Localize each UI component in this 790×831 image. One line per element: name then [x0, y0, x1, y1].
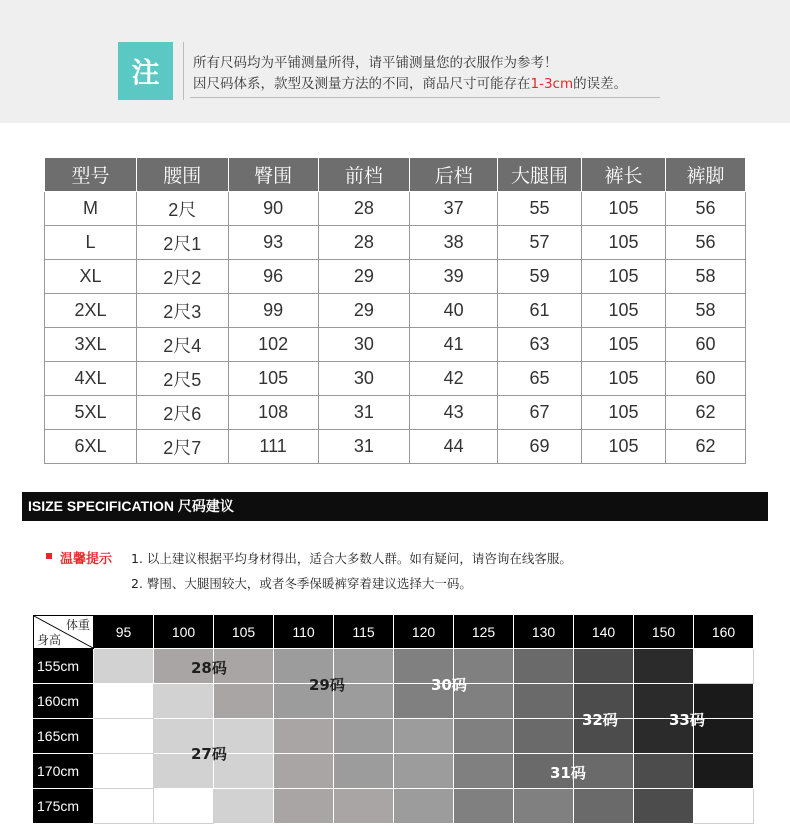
- table-cell: 105: [581, 362, 665, 396]
- grid-cell: [694, 789, 754, 824]
- tip-label: 温馨提示: [60, 552, 113, 567]
- table-cell: 93: [228, 226, 318, 260]
- table-cell: 44: [410, 430, 498, 464]
- grid-cell: [154, 684, 214, 719]
- table-cell: 43: [410, 396, 498, 430]
- grid-cell: [94, 684, 154, 719]
- table-cell: 28: [318, 192, 410, 226]
- grid-corner: [33, 615, 94, 649]
- notice-badge: 注: [118, 42, 173, 100]
- height-row-label: 170cm: [33, 754, 94, 789]
- table-row: [45, 328, 746, 362]
- header-front-rise: 前档: [318, 158, 410, 192]
- table-cell: 105: [581, 192, 665, 226]
- table-cell: 56: [666, 226, 746, 260]
- size-label-33: 33码: [669, 711, 705, 729]
- grid-cell: [454, 789, 514, 824]
- table-cell: 3XL: [45, 328, 137, 362]
- table-row: [45, 226, 746, 260]
- grid-cell: [94, 719, 154, 754]
- table-cell: 105: [581, 328, 665, 362]
- weight-header: 125: [454, 615, 514, 649]
- table-cell: 99: [228, 294, 318, 328]
- table-cell: 28: [318, 226, 410, 260]
- notice-band: [0, 0, 790, 123]
- table-cell: 4XL: [45, 362, 137, 396]
- table-cell: 105: [581, 430, 665, 464]
- table-cell: 57: [498, 226, 582, 260]
- grid-cell: [514, 684, 574, 719]
- table-cell: 2XL: [45, 294, 137, 328]
- table-row: [45, 294, 746, 328]
- table-cell: L: [45, 226, 137, 260]
- table-cell: 2尺6: [136, 396, 228, 430]
- grid-cell: [214, 789, 274, 824]
- grid-cell: [394, 719, 454, 754]
- table-row: [45, 362, 746, 396]
- grid-cell: [634, 789, 694, 824]
- weight-header: 115: [334, 615, 394, 649]
- height-row-label: 165cm: [33, 719, 94, 754]
- table-cell: 55: [498, 192, 582, 226]
- table-cell: 111: [228, 430, 318, 464]
- size-recommendation-grid: [33, 615, 755, 823]
- table-cell: 2尺4: [136, 328, 228, 362]
- notice-line-1: 所有尺码均为平铺测量所得，请平铺测量您的衣服作为参考！: [193, 55, 558, 71]
- table-cell: 2尺: [136, 192, 228, 226]
- size-label-28: 28码: [191, 659, 227, 677]
- table-cell: 62: [666, 430, 746, 464]
- table-cell: 2尺7: [136, 430, 228, 464]
- table-cell: 37: [410, 192, 498, 226]
- weight-header: 160: [694, 615, 754, 649]
- table-cell: 59: [498, 260, 582, 294]
- table-row: [45, 396, 746, 430]
- height-row-label: 155cm: [33, 649, 94, 684]
- grid-cell: [634, 649, 694, 684]
- spec-title-bar: ISIZE SPECIFICATION 尺码建议: [22, 492, 768, 521]
- table-cell: 105: [581, 260, 665, 294]
- grid-cell: [454, 754, 514, 789]
- table-cell: 2尺3: [136, 294, 228, 328]
- table-cell: XL: [45, 260, 137, 294]
- table-cell: 41: [410, 328, 498, 362]
- table-cell: M: [45, 192, 137, 226]
- grid-cell: [574, 789, 634, 824]
- table-cell: 60: [666, 362, 746, 396]
- size-label-32: 32码: [582, 711, 618, 729]
- table-cell: 105: [228, 362, 318, 396]
- notice-line-2: [193, 72, 627, 92]
- grid-cell: [94, 789, 154, 824]
- tip-line-2: 2. 臀围、大腿围较大，或者冬季保暖裤穿着建议选择大一码。: [131, 576, 472, 591]
- size-label-30: 30码: [431, 676, 467, 694]
- table-row: [45, 192, 746, 226]
- table-row: [45, 430, 746, 464]
- grid-cell: [694, 649, 754, 684]
- table-cell: 90: [228, 192, 318, 226]
- weight-header: 150: [634, 615, 694, 649]
- table-cell: 61: [498, 294, 582, 328]
- notice-divider: [183, 42, 184, 100]
- grid-cell: [514, 649, 574, 684]
- header-thigh: 大腿围: [498, 158, 582, 192]
- grid-cell: [334, 719, 394, 754]
- table-cell: 42: [410, 362, 498, 396]
- table-cell: 30: [318, 362, 410, 396]
- table-cell: 2尺1: [136, 226, 228, 260]
- size-label-27: 27码: [191, 745, 227, 763]
- size-table-header-row: [45, 158, 746, 192]
- grid-cell: [154, 789, 214, 824]
- table-cell: 56: [666, 192, 746, 226]
- grid-cell: [274, 719, 334, 754]
- table-cell: 2尺2: [136, 260, 228, 294]
- table-cell: 60: [666, 328, 746, 362]
- grid-cell: [634, 754, 694, 789]
- header-hip: 臀围: [228, 158, 318, 192]
- grid-cell: [274, 789, 334, 824]
- notice-tolerance: 1-3cm: [530, 76, 574, 92]
- header-back-rise: 后档: [410, 158, 498, 192]
- header-length: 裤长: [581, 158, 665, 192]
- notice-line-2-pre: 因尺码体系，款型及测量方法的不同，商品尺寸可能存在: [193, 76, 531, 92]
- grid-cell: [94, 754, 154, 789]
- size-label-29: 29码: [309, 676, 345, 694]
- header-waist: 腰围: [136, 158, 228, 192]
- table-cell: 58: [666, 260, 746, 294]
- table-cell: 63: [498, 328, 582, 362]
- table-cell: 108: [228, 396, 318, 430]
- table-cell: 29: [318, 294, 410, 328]
- table-cell: 5XL: [45, 396, 137, 430]
- tip-bullet-icon: [46, 553, 52, 559]
- size-label-31: 31码: [550, 764, 586, 782]
- grid-cell: [394, 754, 454, 789]
- table-cell: 2尺5: [136, 362, 228, 396]
- notice-line-2-post: 的误差。: [573, 76, 628, 92]
- table-cell: 58: [666, 294, 746, 328]
- height-row-label: 175cm: [33, 789, 94, 824]
- grid-cell: [394, 789, 454, 824]
- table-cell: 39: [410, 260, 498, 294]
- table-cell: 96: [228, 260, 318, 294]
- grid-cell: [514, 789, 574, 824]
- table-cell: 29: [318, 260, 410, 294]
- grid-cell: [334, 754, 394, 789]
- weight-header: 95: [94, 615, 154, 649]
- header-model: 型号: [45, 158, 137, 192]
- table-cell: 40: [410, 294, 498, 328]
- notice-underline: [190, 97, 660, 98]
- grid-cell: [94, 649, 154, 684]
- height-row-label: 160cm: [33, 684, 94, 719]
- table-cell: 31: [318, 396, 410, 430]
- table-cell: 105: [581, 294, 665, 328]
- table-cell: 6XL: [45, 430, 137, 464]
- table-cell: 102: [228, 328, 318, 362]
- table-cell: 69: [498, 430, 582, 464]
- grid-cell: [694, 754, 754, 789]
- table-cell: 30: [318, 328, 410, 362]
- grid-cell: [274, 754, 334, 789]
- weight-header: 140: [574, 615, 634, 649]
- weight-header: 100: [154, 615, 214, 649]
- weight-header: 110: [274, 615, 334, 649]
- tip-line-1: 1. 以上建议根据平均身材得出，适合大多数人群。如有疑问，请咨询在线客服。: [131, 551, 572, 566]
- table-cell: 65: [498, 362, 582, 396]
- table-cell: 31: [318, 430, 410, 464]
- grid-cell: [214, 684, 274, 719]
- grid-cell: [454, 719, 514, 754]
- table-cell: 62: [666, 396, 746, 430]
- grid-cell: [334, 789, 394, 824]
- corner-height-label: 身高: [37, 633, 62, 647]
- weight-header: 130: [514, 615, 574, 649]
- grid-cell: [574, 649, 634, 684]
- table-cell: 67: [498, 396, 582, 430]
- size-table: [44, 157, 746, 464]
- table-cell: 105: [581, 226, 665, 260]
- table-cell: 105: [581, 396, 665, 430]
- corner-weight-label: 体重: [65, 618, 90, 632]
- weight-header: 105: [214, 615, 274, 649]
- grid-cell: [514, 719, 574, 754]
- header-hem: 裤脚: [666, 158, 746, 192]
- table-cell: 38: [410, 226, 498, 260]
- table-row: [45, 260, 746, 294]
- weight-header: 120: [394, 615, 454, 649]
